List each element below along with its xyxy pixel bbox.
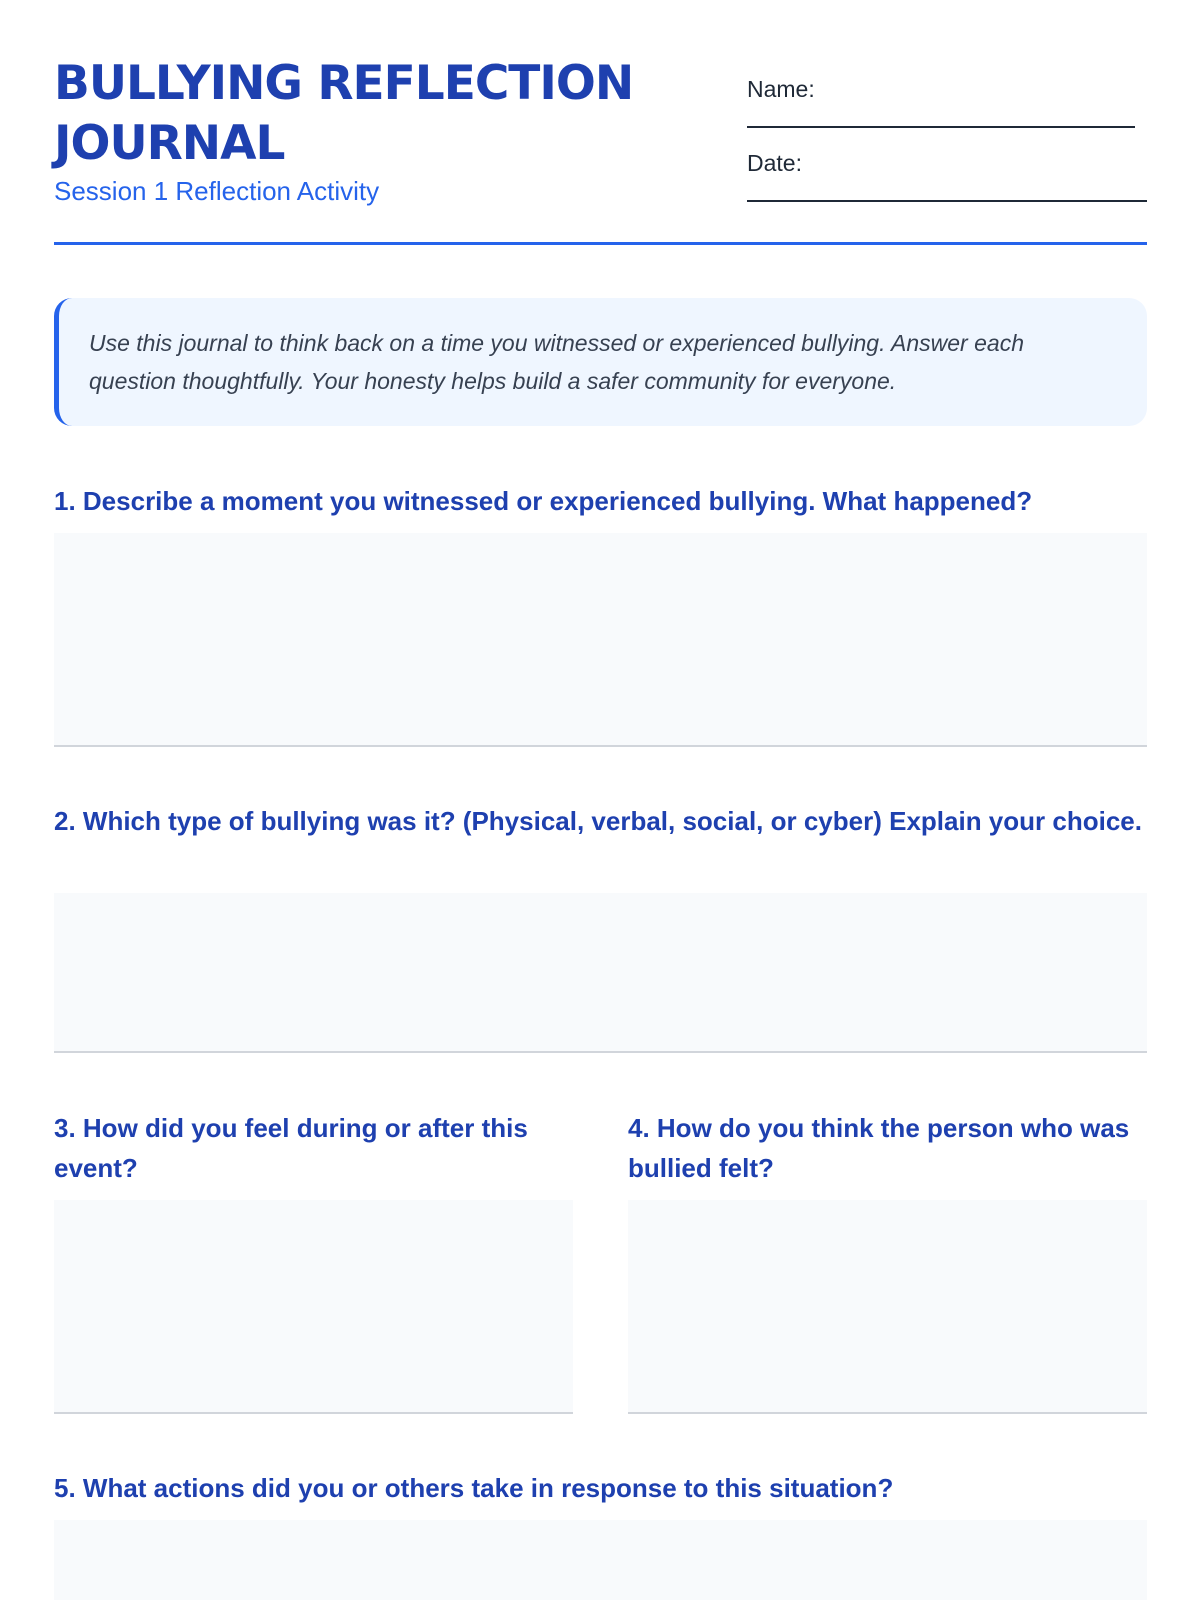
question-3: 3. How did you feel during or after this event? [54, 1113, 528, 1183]
answer-box-4[interactable] [628, 1200, 1147, 1414]
question-4: 4. How do you think the person who was bullied felt? [628, 1113, 1130, 1183]
name-line[interactable] [747, 126, 1135, 128]
question-1: 1. Describe a moment you witnessed or experienced bullying. What happened? [54, 486, 1033, 516]
date-label: Date: [747, 150, 802, 176]
journal-header [54, 50, 1147, 245]
date-line[interactable] [747, 200, 1147, 202]
name-field[interactable] [747, 74, 1147, 148]
name-label: Name: [747, 76, 815, 102]
date-field[interactable] [747, 148, 1147, 222]
instructions-text: Use this journal to think back on a time you witnessed or experienced bullying. Answer each question thoughtfully. Your honesty helps build a safer community for everyone. [89, 330, 1024, 394]
answer-box-3[interactable] [54, 1200, 573, 1414]
student-fields [747, 74, 1147, 222]
question-5: 5. What actions did you or others take in response to this situation? [54, 1473, 894, 1503]
answer-box-5[interactable] [54, 1520, 1147, 1600]
answer-box-1[interactable] [54, 533, 1147, 747]
page-title: BULLYING REFLECTION JOURNAL [54, 56, 634, 171]
question-2: 2. Which type of bullying was it? (Physical, verbal, social, or cyber) Explain your choice. [54, 806, 1142, 836]
answer-box-2[interactable] [54, 893, 1147, 1053]
instructions-callout [54, 298, 1147, 426]
page-subtitle: Session 1 Reflection Activity [54, 176, 380, 206]
